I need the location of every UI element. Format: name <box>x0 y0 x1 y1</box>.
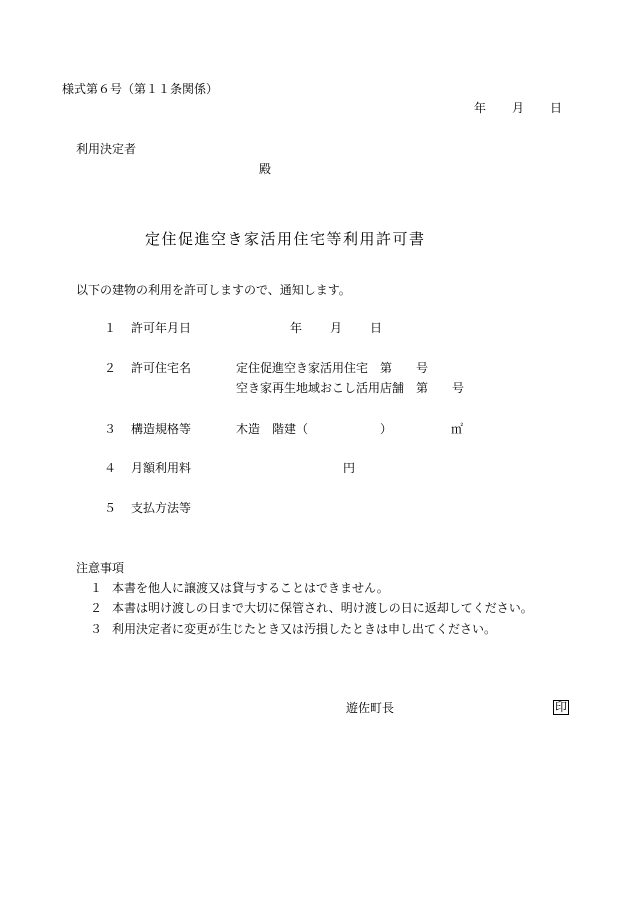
note-3-number: ３ <box>90 622 103 636</box>
item-2-store-line: 空き家再生地域おこし活用店舗 第 号 <box>236 381 465 395</box>
item-3-structure: 木造 階建（ <box>236 422 309 436</box>
official-seal-mark: 印 <box>555 700 568 714</box>
item-2-number: ２ <box>104 361 117 375</box>
recipient-label: 利用決定者 <box>76 142 137 156</box>
item-5-label: 支払方法等 <box>131 501 192 515</box>
item-1-day: 日 <box>370 321 383 335</box>
note-2-number: ２ <box>90 601 103 615</box>
date-day-label: 日 <box>550 101 563 115</box>
item-2-housing-line: 定住促進空き家活用住宅 第 号 <box>236 361 429 375</box>
item-4-number: ４ <box>104 461 117 475</box>
document-title: 定住促進空き家活用住宅等利用許可書 <box>145 230 426 248</box>
item-5-number: ５ <box>104 501 117 515</box>
recipient-honorific: 殿 <box>259 162 272 176</box>
notes-heading: 注意事項 <box>76 561 125 575</box>
note-1-number: １ <box>90 581 103 595</box>
item-3-label: 構造規格等 <box>131 422 192 436</box>
form-number: 様式第６号（第１１条関係） <box>62 82 219 96</box>
item-4-currency: 円 <box>343 461 356 475</box>
intro-text: 以下の建物の利用を許可しますので、通知します。 <box>76 283 351 297</box>
item-3-area-unit: ㎡ <box>451 422 464 436</box>
note-1-text: 本書を他人に譲渡又は貸与することはできません。 <box>112 581 389 595</box>
item-1-month: 月 <box>330 321 343 335</box>
date-year-label: 年 <box>474 101 487 115</box>
item-1-year: 年 <box>290 321 303 335</box>
item-3-number: ３ <box>104 422 117 436</box>
item-2-label: 許可住宅名 <box>131 361 192 375</box>
date-month-label: 月 <box>512 101 525 115</box>
issuer-title: 遊佐町長 <box>346 701 395 715</box>
note-2-text: 本書は明け渡しの日まで大切に保管され、明け渡しの日に返却してください。 <box>112 601 533 615</box>
item-1-label: 許可年月日 <box>131 321 192 335</box>
item-4-label: 月額利用料 <box>131 461 192 475</box>
note-3-text: 利用決定者に変更が生じたとき又は汚損したときは申し出てください。 <box>112 622 497 636</box>
item-3-close-paren: ） <box>380 422 393 436</box>
item-1-number: １ <box>104 321 117 335</box>
